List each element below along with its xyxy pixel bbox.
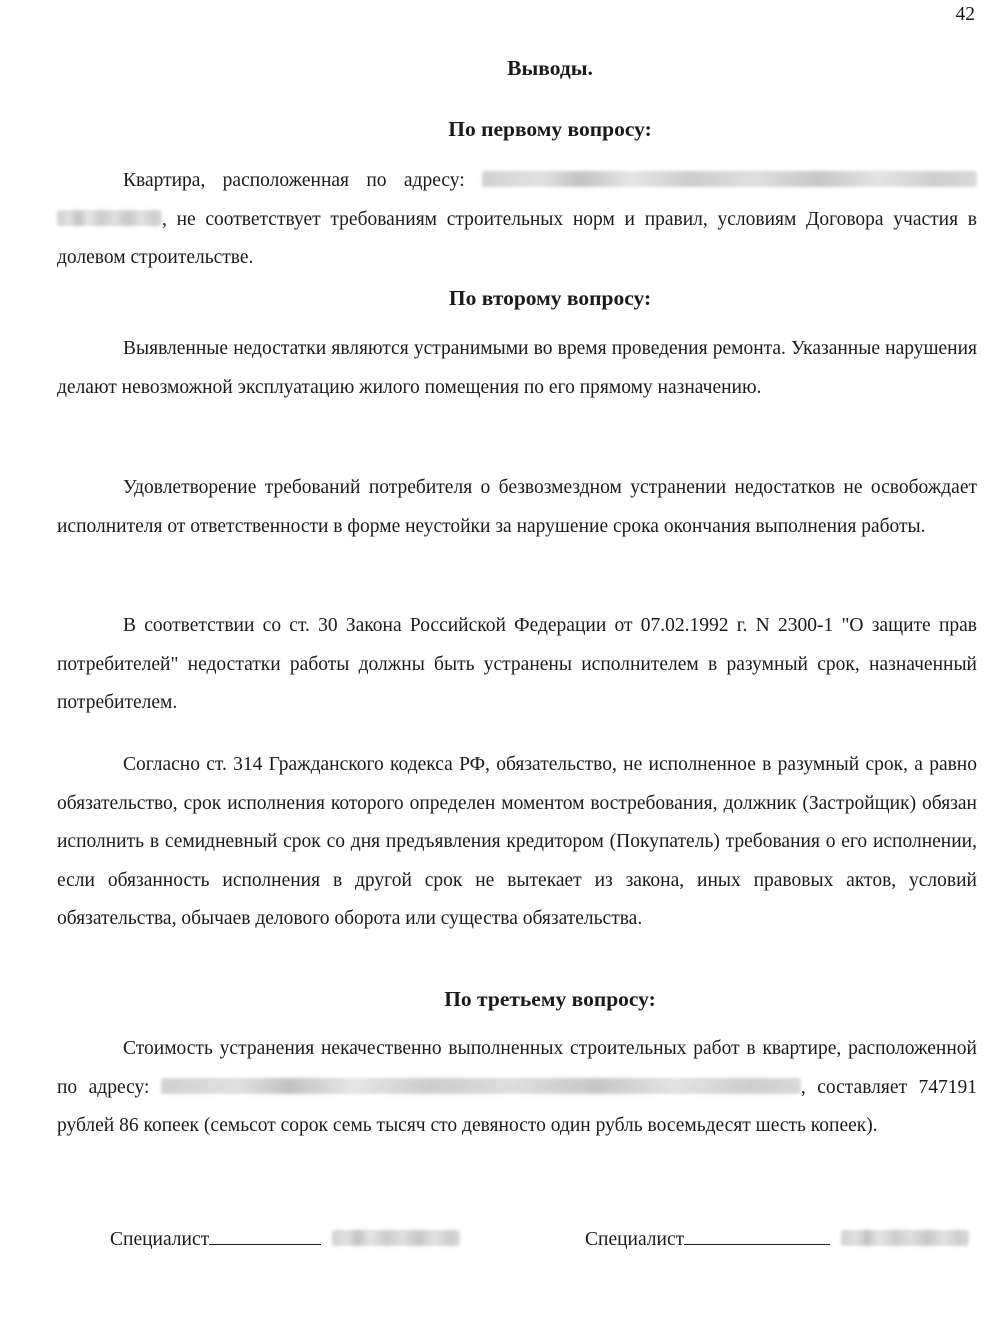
section1-text-after: , не соответствует требованиям строительных норм и правил, условиям Договора участия в долевом строительстве. [57,208,977,268]
signature-line-2 [684,1228,830,1245]
signature-block-1 [110,1228,460,1251]
section2-paragraph-2: Удовлетворение требований потребителя о безвозмездном устранении недостатков не освобождает исполнителя от ответственности в форме неустойки за нарушение срока окончания выполнения работы. [57,477,977,537]
section2-paragraph-4: Согласно ст. 314 Гражданского кодекса РФ, обязательство, не исполненное в разумный срок, а равно обязательство, срок исполнения которого определен моментом востребования, должник (Застройщик) обязан исполнить в семидневный срок со дня предъявления кредитором (Покупатель) требования о его исполнении, если обязанность исполнения в другой срок не вытекает из закона, иных правовых актов, условий обязательства, обычаев делового оборота или существа обязательства. [57,754,977,929]
section1-text-before: Квартира, расположенная по адресу: [123,170,465,191]
section1-heading: По первому вопросу: [448,117,652,141]
redacted-name-2 [841,1230,969,1246]
section3-paragraph [57,1030,977,1146]
redacted-address-part2 [57,210,162,226]
page-number: 42 [955,4,975,25]
conclusions-title: Выводы. [507,56,593,80]
signature-line-1 [209,1228,321,1245]
redacted-address-part1 [482,171,977,187]
section3-text-after: , составляет 747191 рублей 86 копеек (семьсот сорок семь тысяч сто девяносто один рубль восемьдесят шесть копеек). [57,1076,977,1136]
section2-paragraph-1: Выявленные недостатки являются устранимыми во время проведения ремонта. Указанные нарушения делают невозможной эксплуатацию жилого помещения по его прямому назначению. [57,338,977,398]
section3-text-before: Стоимость устранения некачественно выполненных строительных работ в квартире, расположенной по адресу: [57,1038,977,1098]
section3-heading: По третьему вопросу: [444,987,656,1011]
redacted-name-1 [332,1230,460,1246]
section1-paragraph [57,162,977,278]
signature-label-2: Специалист [585,1229,685,1250]
section2-heading: По второму вопросу: [448,286,652,310]
signature-label-1: Специалист [110,1229,210,1250]
section2-paragraph-3: В соответствии со ст. 30 Закона Российской Федерации от 07.02.1992 г. N 2300-1 "О защите прав потребителей" недостатки работы должны быть устранены исполнителем в разумный срок, назначенный потребителем. [57,615,977,713]
signature-block-2 [585,1228,969,1251]
redacted-address [161,1078,801,1094]
